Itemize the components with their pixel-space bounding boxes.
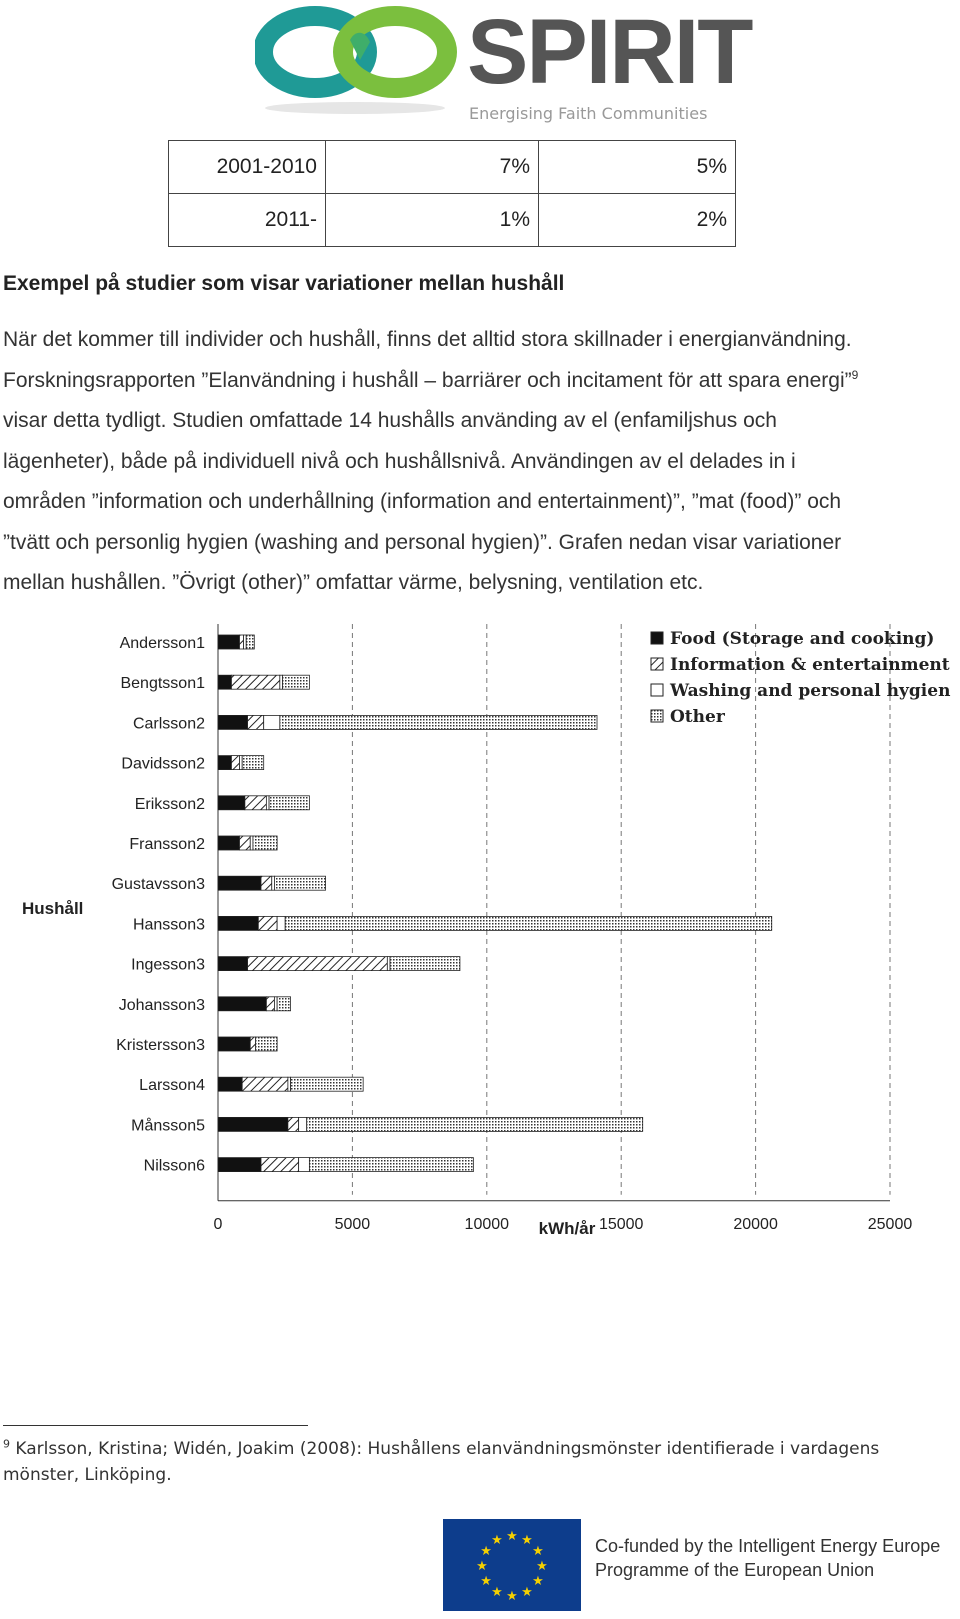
bar-segment [218,1077,242,1091]
star-icon: ★ [521,1533,533,1549]
legend-swatch [651,632,663,644]
bar-segment [277,916,285,930]
paragraph-line: områden ”information och underhållning (information and entertainment)”, ”mat (food)” och [3,490,842,513]
paragraph-line: När det kommer till individer och hushåll, finns det alltid stora skillnader i energianvändning. [3,328,852,351]
bar-segment [280,675,283,689]
table-row [169,194,736,247]
category-label: Davidsson2 [121,755,205,773]
legend [651,629,950,727]
category-labels [112,635,205,1175]
period-cell: 2001-2010 [169,141,326,194]
category-label: Ingesson3 [131,956,205,974]
bar-segment [288,1117,299,1131]
bar-segment [253,836,277,850]
brand-tagline: Energising Faith Communities [469,104,708,123]
legend-label: Food (Storage and cooking) [670,629,935,649]
y-axis-title: Hushåll [22,899,84,918]
x-tick-label: 5000 [334,1215,371,1233]
bar-segment [387,957,390,971]
bar-segment [240,836,251,850]
category-label: Eriksson2 [134,795,205,813]
brand-name: SPIRIT [467,1,752,103]
bar-segment [218,957,248,971]
paragraph-line: visar detta tydligt. Studien omfattade 14 hushålls använding av el (enfamiljshus och [3,409,777,432]
eu-flag-icon [443,1519,581,1611]
x-tick-label: 0 [213,1215,223,1233]
bar-segment [274,997,277,1011]
paragraph-line [3,361,953,402]
bar-segment [283,675,310,689]
paragraph-text: Forskningsrapporten ”Elanvändning i hushåll – barriärer och incitament för att spara energi” [3,368,852,392]
bar-segment [218,876,261,890]
spirit-logo [255,0,752,130]
star-icon: ★ [521,1584,533,1600]
bar-segment [218,1037,250,1051]
bar-segment [218,675,231,689]
footnote-line [3,1436,923,1462]
star-icon: ★ [532,1574,544,1589]
bar-segment [218,836,240,850]
star-icon: ★ [491,1533,503,1549]
bar-segment [266,997,274,1011]
section-heading: Exempel på studier som visar variationer mellan hushåll [3,272,565,295]
bar-segment [264,715,280,729]
star-icon: ★ [480,1574,492,1589]
category-label: Johansson3 [118,996,205,1014]
paragraph-line: ”tvätt och personlig hygien (washing and personal hygien)”. Grafen nedan visar variationer [3,530,842,554]
bar-segment [261,876,272,890]
category-label: Bengtsson1 [120,675,205,693]
legend-label: Other [670,707,725,727]
star-icon: ★ [476,1559,488,1574]
bar-segment [266,796,269,810]
household-energy-chart [0,620,960,1270]
star-icon: ★ [480,1544,492,1559]
bar-segment [309,1158,473,1172]
bar-segment [240,635,244,649]
bar-segment [250,836,253,850]
value-cell: 7% [326,141,539,194]
x-tick-label: 10000 [464,1215,510,1233]
bar-segment [231,756,239,770]
legend-swatch [651,684,663,696]
bar-segment [280,715,597,729]
bar-segment [291,1077,364,1091]
bar-segment [218,715,248,729]
footnote-line: mönster, Linköping. [3,1465,172,1485]
legend-label: Information & entertainment [670,655,950,675]
category-label: Hansson3 [132,916,205,934]
bar-segment [244,635,247,649]
gridlines [218,624,890,1201]
period-cell: 2011- [169,194,326,247]
bar-segment [240,756,243,770]
bar-segment [218,997,266,1011]
bar-segment [218,916,258,930]
bar-segment [218,1117,288,1131]
bar-segment [307,1117,643,1131]
bar-segment [218,756,231,770]
bar-segment [277,997,290,1011]
bar-segment [258,916,277,930]
value-cell: 5% [539,141,736,194]
footnote-rule [3,1425,308,1426]
infinity-logo-icon [255,0,465,120]
footnote-text: Karlsson, Kristina; Widén, Joakim (2008): Hushållens elanvändningsmönster identifierade i vardagens [15,1439,880,1459]
bar-segment [256,1037,278,1051]
legend-label: Washing and personal hygien [670,681,951,701]
bar-segment [390,957,460,971]
category-label: Månsson5 [131,1117,205,1135]
bar-segment [261,1158,299,1172]
bar-segment [299,1158,310,1172]
category-label: Andersson1 [119,635,205,652]
category-label: Carlsson2 [132,715,205,733]
category-label: Fransson2 [129,836,205,853]
star-icon: ★ [536,1559,548,1574]
bar-segment [269,796,309,810]
percent-table [168,140,736,247]
bar-segment [218,635,240,649]
bar-segment [242,1077,288,1091]
x-tick-label: 15000 [598,1215,644,1233]
x-tick-label: 20000 [733,1215,778,1233]
footnote-reference: 9 [851,367,859,382]
bar-segment [218,1158,261,1172]
value-cell: 1% [326,194,539,247]
body-paragraph [3,320,953,604]
bar-segment [246,635,254,649]
bar-segment [245,796,267,810]
star-icon: ★ [491,1584,503,1600]
category-label: Gustavsson3 [111,876,205,894]
eu-line: Programme of the European Union [595,1560,875,1580]
category-label: Nilsson6 [143,1157,205,1175]
bar-segment [272,876,275,890]
paragraph-line: lägenheter), både på individuell nivå och hushållsnivå. Användingen av el delades in i [3,449,796,473]
star-icon: ★ [506,1589,518,1604]
star-icon: ★ [532,1544,544,1559]
star-icon: ★ [506,1529,518,1544]
bar-segment [250,1037,255,1051]
bar-segment [231,675,279,689]
legend-swatch [651,710,663,722]
footnote-number: 9 [3,1437,10,1451]
footnote [3,1436,923,1488]
bar-segment [248,715,264,729]
bar-segment [285,916,772,930]
bar-segment [288,1077,291,1091]
eu-line: Co-funded by the Intelligent Energy Europe [595,1536,941,1556]
bar-segment [218,796,245,810]
eu-stars-icon [443,1519,581,1611]
x-tick-label: 25000 [867,1215,913,1233]
bar-segment [248,957,388,971]
x-axis-title: kWh/år [538,1219,596,1238]
bar-segment [242,756,264,770]
bar-segment [299,1117,307,1131]
eu-funding-note [595,1534,940,1582]
paragraph-line: mellan hushållen. ”Övrigt (other)” omfattar värme, belysning, ventilation etc. [3,571,704,594]
bar-segment [274,876,325,890]
value-cell: 2% [539,194,736,247]
category-label: Larsson4 [139,1077,205,1095]
legend-swatch [651,658,663,670]
table-row [169,141,736,194]
category-label: Kristersson3 [116,1037,205,1054]
